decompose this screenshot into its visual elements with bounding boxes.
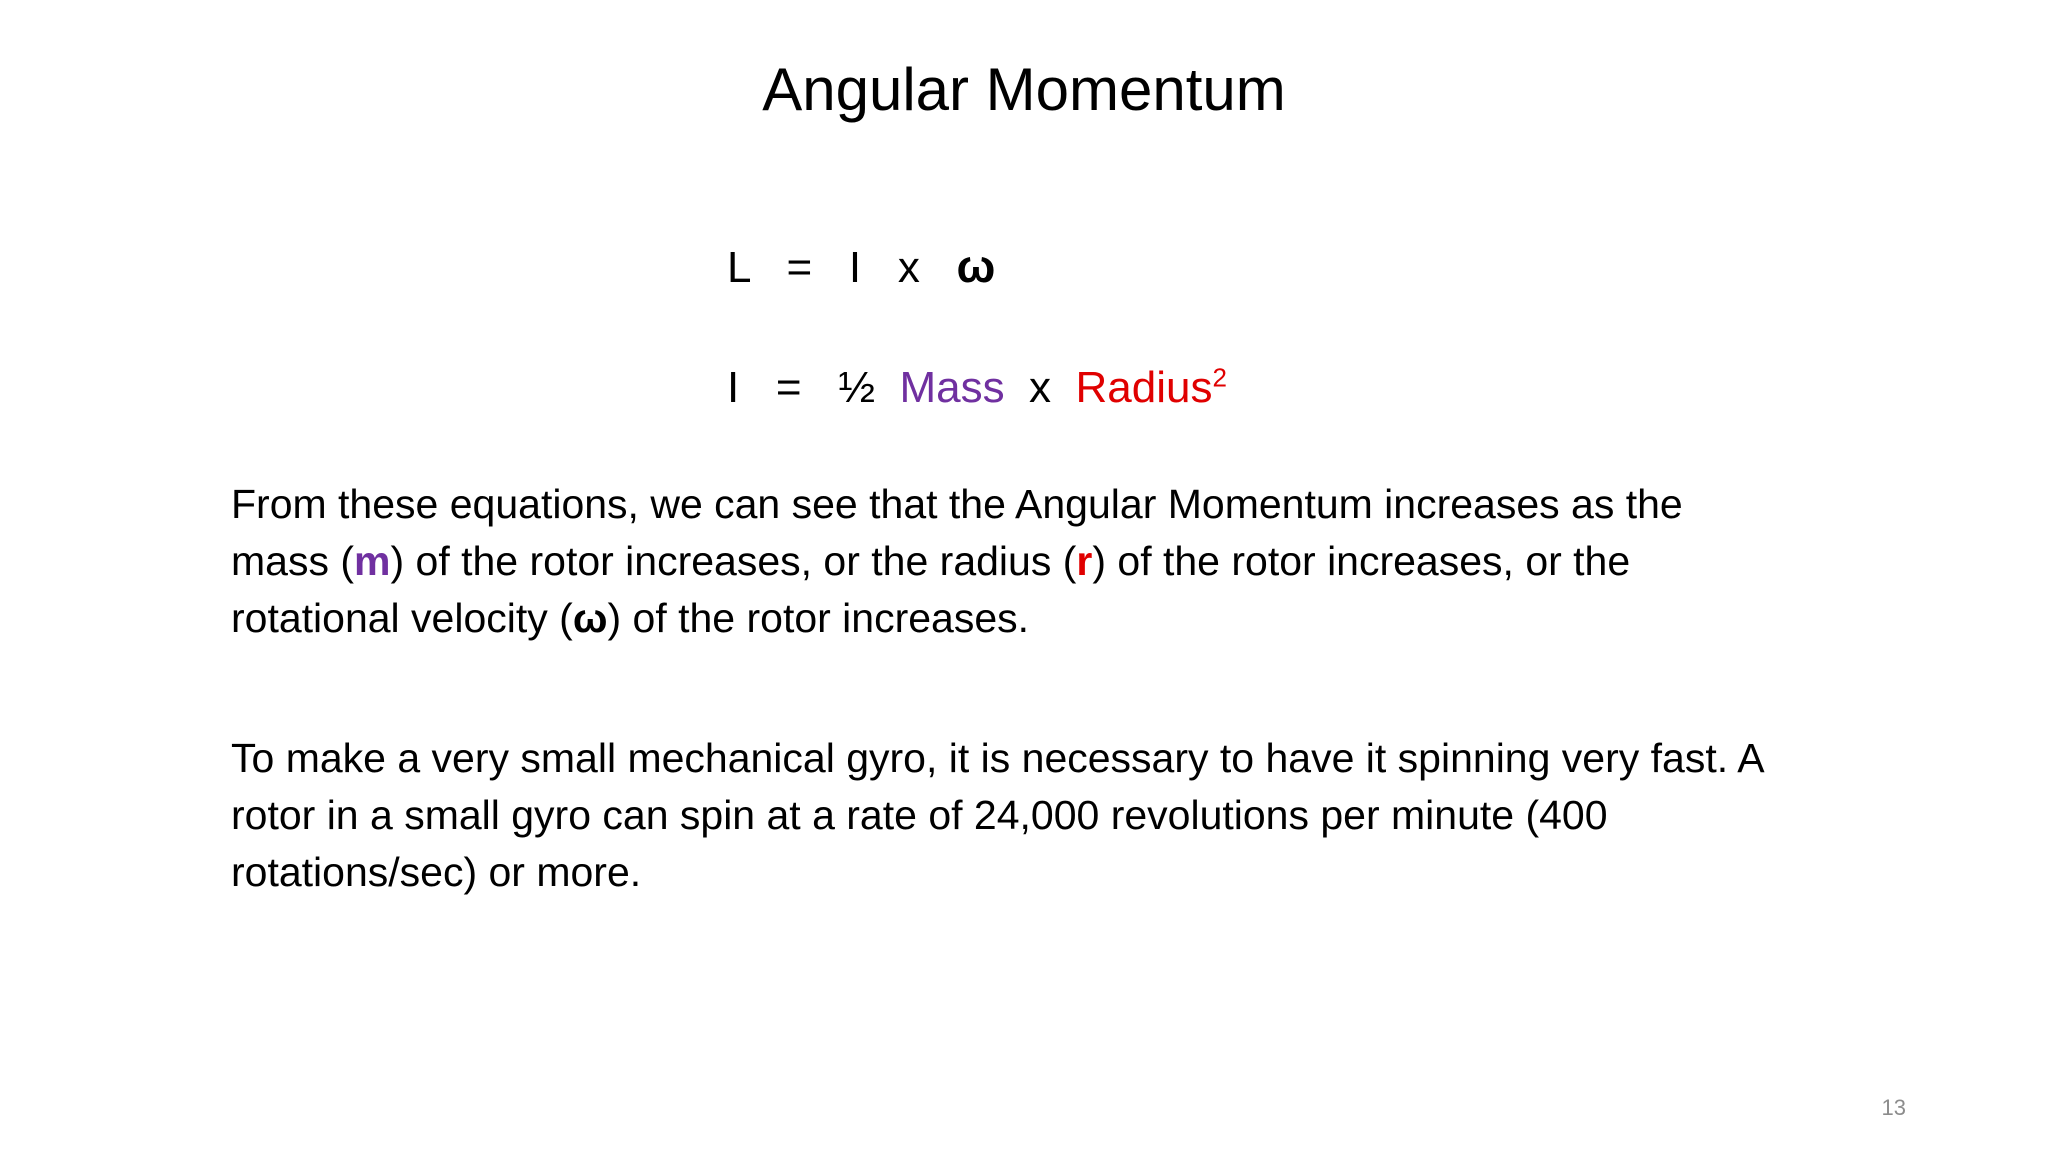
para1-part-c: ) of the rotor increases, or the: [1092, 538, 1631, 584]
page-number: 13: [1881, 1095, 1906, 1120]
para1-line1: From these equations, we can see that the Angular Momentum increases as the: [231, 481, 1683, 527]
eq2-lhs: I: [727, 363, 740, 412]
eq2-radius: [1076, 363, 1227, 412]
eq2-times: x: [1029, 363, 1052, 412]
eq1-equals: =: [786, 243, 813, 292]
eq1-lhs: L: [727, 243, 750, 292]
para1-part-e: ) of the rotor increases.: [607, 595, 1030, 641]
eq2-radius-label: Radius: [1075, 363, 1213, 412]
eq2-equals: =: [775, 363, 802, 412]
para1-part-b: ) of the rotor increases, or the radius (: [390, 538, 1077, 584]
angular-momentum-equation: [727, 238, 995, 296]
eq1-omega: ω: [956, 240, 996, 292]
mass-symbol: m: [354, 538, 391, 584]
eq2-half: ½: [838, 363, 876, 412]
eq1-times: x: [897, 243, 920, 292]
para1-part-d: rotational velocity (: [231, 595, 573, 641]
moment-of-inertia-equation: [727, 360, 1227, 416]
radius-symbol: r: [1076, 538, 1093, 584]
eq1-inertia: I: [848, 243, 862, 292]
explanation-paragraph: [231, 476, 1831, 647]
para1-part-a: mass (: [231, 538, 354, 584]
gyro-speed-paragraph: To make a very small mechanical gyro, it is necessary to have it spinning very fast. A rotor in a small gyro can spin at a rate of 24,000 revolutions per minute (400 rotations/sec) or more.: [231, 735, 1763, 895]
eq2-mass: Mass: [899, 363, 1005, 412]
eq2-exponent: 2: [1212, 362, 1227, 393]
slide-title: Angular Momentum: [762, 56, 1286, 123]
omega-symbol: ω: [572, 595, 608, 641]
